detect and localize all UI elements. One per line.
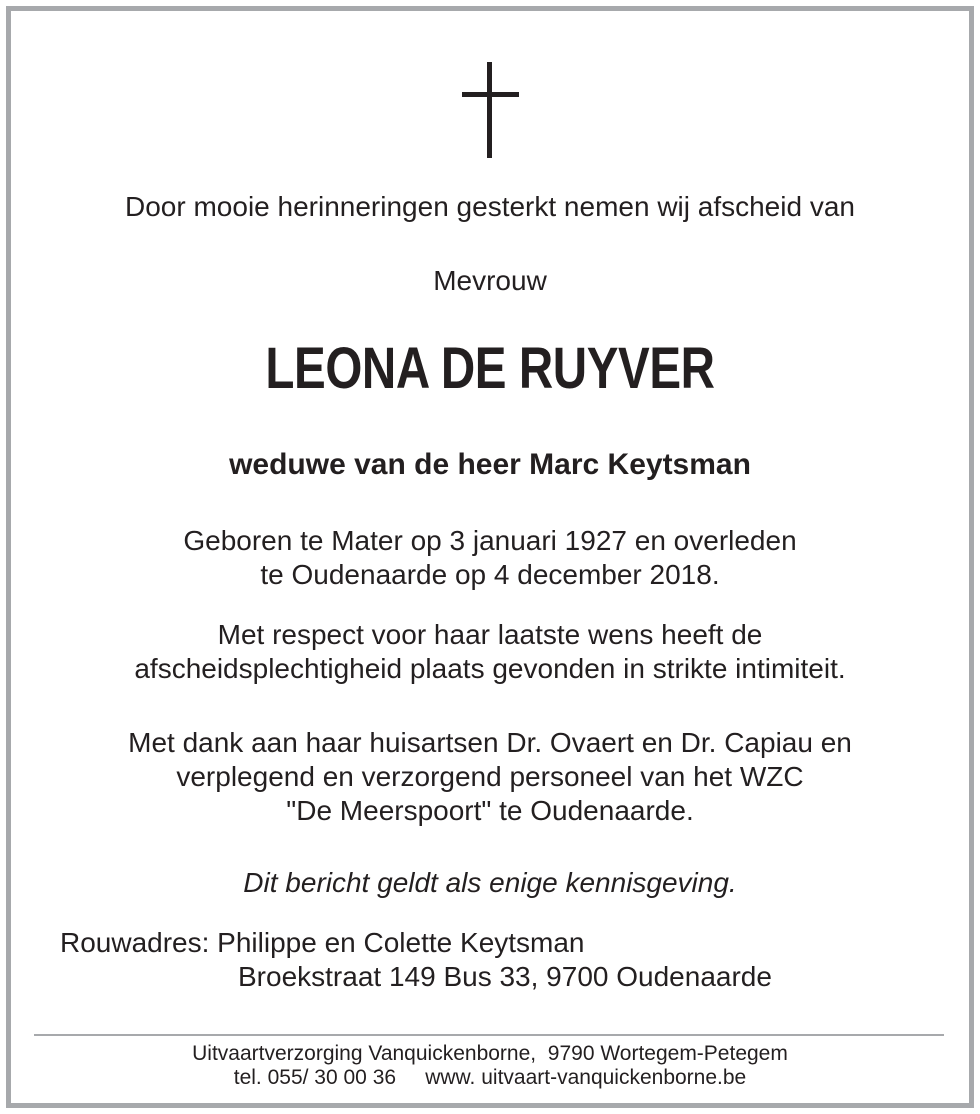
birth-death-paragraph xyxy=(0,524,980,592)
funeral-home-contact: tel. 055/ 30 00 36 www. uitvaart-vanquickenborne.be xyxy=(233,1066,747,1089)
thanks-line: verplegend en verzorgend personeel van het WZC xyxy=(176,761,804,792)
birth-death-line: te Oudenaarde op 4 december 2018. xyxy=(260,559,720,590)
farewell-line: Met respect voor haar laatste wens heeft de xyxy=(217,619,763,650)
cross-icon xyxy=(0,0,980,170)
thanks-paragraph xyxy=(0,726,980,828)
widow-of: weduwe van de heer Marc Keytsman xyxy=(229,448,751,481)
birth-death-line: Geboren te Mater op 3 januari 1927 en overleden xyxy=(183,525,797,556)
honorific: Mevrouw xyxy=(433,265,547,296)
thanks-line: "De Meerspoort" te Oudenaarde. xyxy=(286,795,694,826)
deceased-name: LEONA DE RUYVER xyxy=(265,336,715,401)
funeral-home-line: Uitvaartverzorging Vanquickenborne, 9790 Wortegem-Petegem xyxy=(192,1042,788,1065)
mourning-address-line2: Broekstraat 149 Bus 33, 9700 Oudenaarde xyxy=(238,961,772,992)
farewell-line: afscheidsplechtigheid plaats gevonden in strikte intimiteit. xyxy=(134,653,846,684)
intro-text: Door mooie herinneringen gesterkt nemen wij afscheid van xyxy=(125,191,855,222)
mourning-address-line1: Rouwadres: Philippe en Colette Keytsman xyxy=(60,927,585,958)
farewell-paragraph xyxy=(0,618,980,686)
footer-divider xyxy=(34,1034,944,1036)
thanks-line: Met dank aan haar huisartsen Dr. Ovaert en Dr. Capiau en xyxy=(128,727,852,758)
official-notice: Dit bericht geldt als enige kennisgeving. xyxy=(243,867,737,898)
